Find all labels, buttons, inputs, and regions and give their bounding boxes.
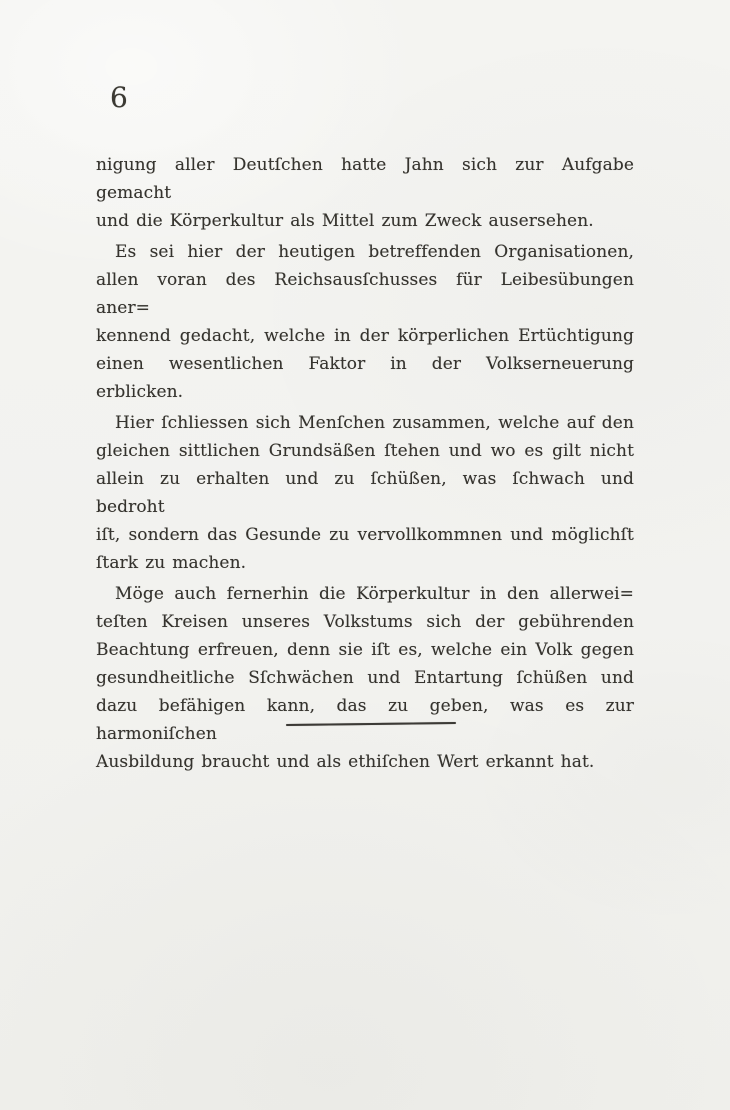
- text-line: einen wesentlichen Faktor in der Volkserneuerung erblicken.: [96, 354, 634, 402]
- text-line: Beachtung erfreuen, denn sie iſt es, welche ein Volk gegen: [96, 640, 634, 660]
- paragraph: [96, 238, 634, 406]
- paragraph: [96, 151, 634, 235]
- text-line: dazu befähigen kann, das zu geben, was es zur harmoniſchen: [96, 696, 634, 744]
- text-line: teſten Kreisen unseres Volkstums sich der gebührenden: [96, 612, 634, 632]
- text-line: Ausbildung braucht und als ethiſchen Wert erkannt hat.: [96, 752, 595, 772]
- text-line: allen voran des Reichsausſchusses für Leibesübungen aner=: [96, 270, 634, 318]
- paragraph: [96, 580, 634, 776]
- text-line: gesundheitliche Sſchwächen und Entartung ſchüßen und: [96, 668, 634, 688]
- text-line: Hier ſchliessen sich Menſchen zusammen, welche auf den: [115, 413, 634, 433]
- text-line: nigung aller Deutſchen hatte Jahn sich zur Aufgabe gemacht: [96, 155, 634, 203]
- text-line: Es sei hier der heutigen betreffenden Organisationen,: [115, 242, 634, 262]
- text-line: und die Körperkultur als Mittel zum Zweck ausersehen.: [96, 211, 594, 231]
- text-line: Möge auch fernerhin die Körperkultur in den allerwei=: [115, 584, 634, 604]
- body-text: [96, 151, 634, 776]
- text-line: iſt, sondern das Gesunde zu vervollkommnen und möglichſt: [96, 525, 634, 545]
- paragraph: [96, 409, 634, 577]
- page-number: 6: [110, 81, 128, 114]
- text-line: gleichen sittlichen Grundsäßen ſtehen und wo es gilt nicht: [96, 441, 634, 461]
- text-line: ſtark zu machen.: [96, 553, 247, 573]
- text-line: kennend gedacht, welche in der körperlichen Ertüchtigung: [96, 326, 634, 346]
- text-line: allein zu erhalten und zu ſchüßen, was ſchwach und bedroht: [96, 469, 634, 517]
